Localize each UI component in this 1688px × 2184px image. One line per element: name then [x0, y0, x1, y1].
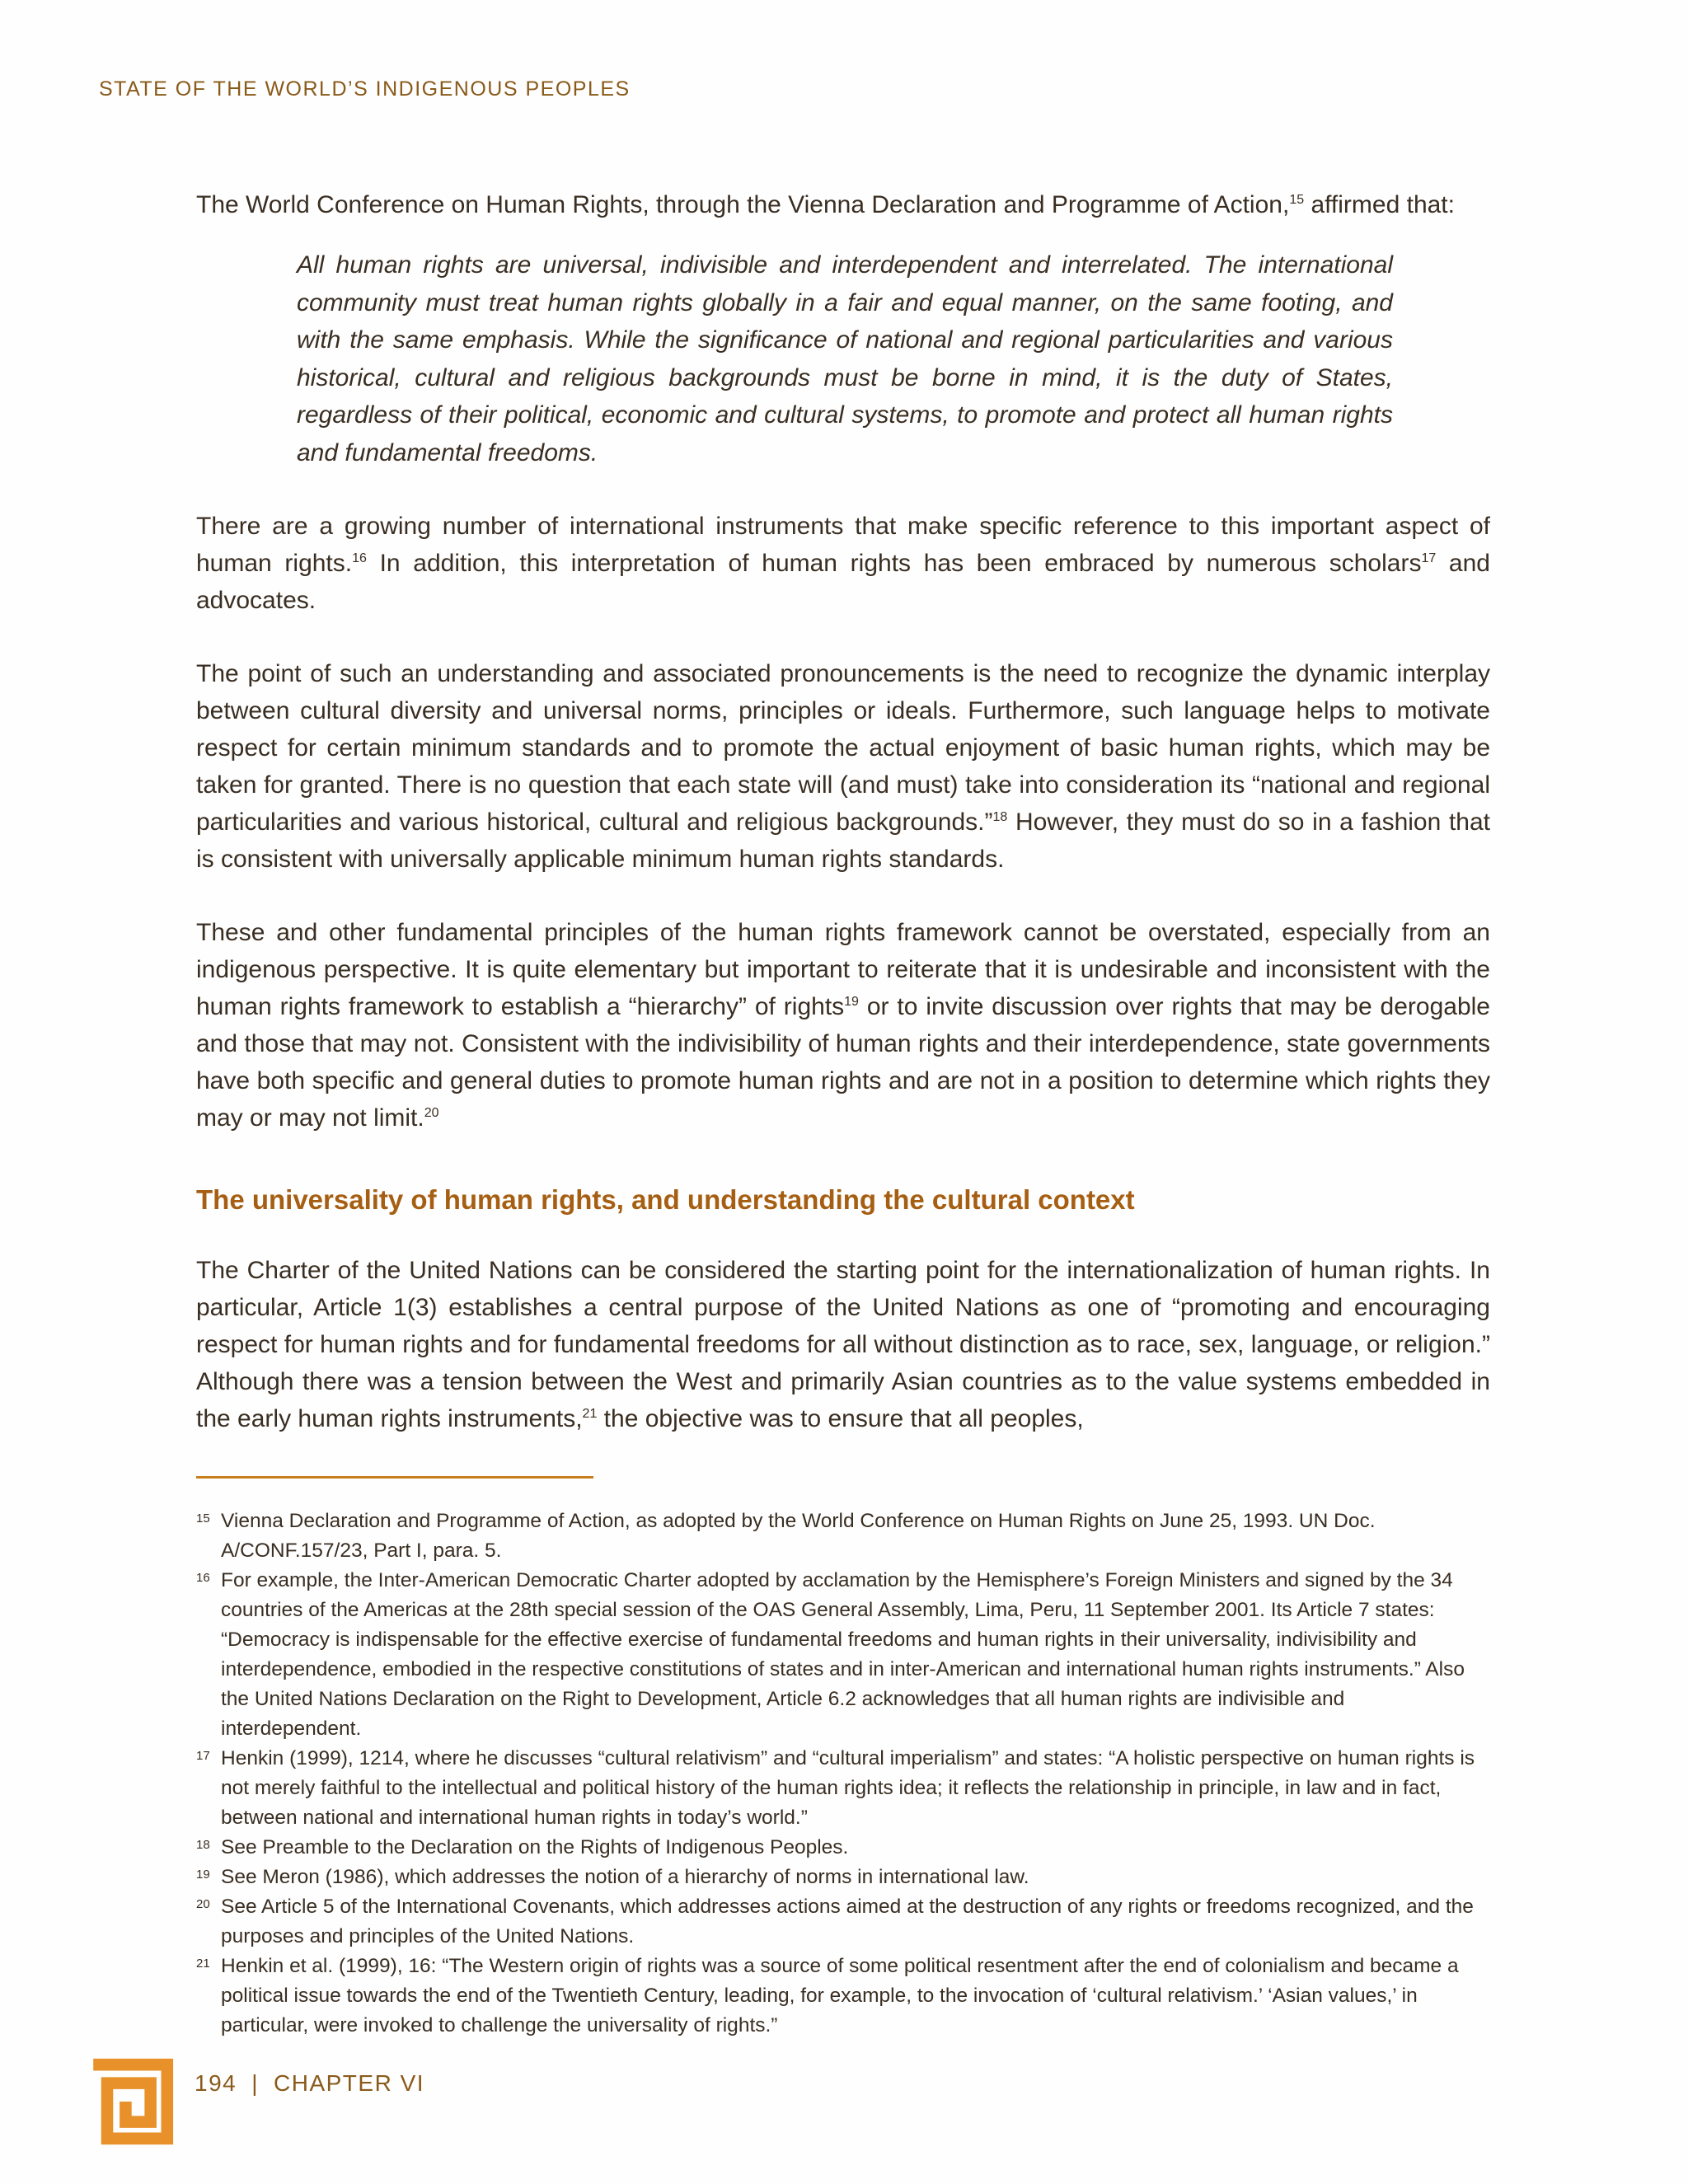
footnote-ref-17[interactable]: 17: [1421, 551, 1437, 565]
footnote-ref-21[interactable]: 21: [582, 1407, 598, 1421]
paragraph-2-text-b: However, they must do so in a fashion that is consistent with universally applicable minimum human rights standards.: [196, 808, 1490, 873]
footnote-number: 17: [196, 1749, 210, 1763]
footnote-20: [196, 1892, 1490, 1952]
paragraph-2-text-a: The point of such an understanding and associated pronouncements is the need to recognize the dynamic interplay between cultural diversity and universal norms, principles or ideals. Furthermore, such language helps to motivate respect for certain minimum standards and to promote the actual enjoyment of basic human rights, which may be taken for granted. There is no question that each state will (and must) take into consideration its “national and regional particularities and various historical, cultural and religious backgrounds.”: [196, 660, 1490, 836]
footer-separator: |: [251, 2070, 259, 2096]
paragraph-1-text-c: and advocates.: [196, 550, 1490, 614]
intro-paragraph: [196, 186, 1490, 223]
footnote-number: 21: [196, 1957, 210, 1971]
footnote-text: See Meron (1986), which addresses the notion of a hierarchy of norms in international law.: [221, 1866, 1029, 1888]
running-header: STATE OF THE WORLD’S INDIGENOUS PEOPLES: [99, 77, 631, 101]
footnote-18: [196, 1833, 1490, 1863]
chapter-label: CHAPTER VI: [274, 2070, 425, 2096]
paragraph-3: [196, 914, 1490, 1137]
intro-text: The World Conference on Human Rights, through the Vienna Declaration and Programme of Action,: [196, 191, 1290, 218]
section-heading: The universality of human rights, and understanding the cultural context: [196, 1184, 1135, 1215]
footnote-number: 16: [196, 1571, 210, 1585]
spiral-logo-icon: [84, 2055, 176, 2148]
footnote-19: [196, 1863, 1490, 1892]
footnotes: [196, 1507, 1490, 2041]
footnote-number: 19: [196, 1868, 210, 1882]
footnote-number: 20: [196, 1897, 210, 1911]
footnote-ref-18[interactable]: 18: [992, 810, 1008, 824]
footnote-text: Vienna Declaration and Programme of Action, as adopted by the World Conference on Human Rights on June 25, 1993. UN Doc. A/CONF.157/23, Part I, para. 5.: [221, 1510, 1376, 1562]
footnote-21: [196, 1952, 1490, 2041]
intro-tail: affirmed that:: [1304, 191, 1455, 218]
page-number: 194: [195, 2070, 237, 2096]
page-footer: [195, 2070, 424, 2097]
paragraph-4-text-a: The Charter of the United Nations can be considered the starting point for the internationalization of human rights. In particular, Article 1(3) establishes a central purpose of the United Nations as one of “promoting and encouraging respect for human rights and for fundamental freedoms for all without distinction as to race, sex, language, or religion.” Although there was a tension between the West and primarily Asian countries as to the value systems embedded in the early human rights instruments,: [196, 1257, 1490, 1432]
paragraph-2: [196, 655, 1490, 878]
paragraph-1: [196, 508, 1490, 619]
footnote-number: 18: [196, 1838, 210, 1852]
paragraph-3-text-a: These and other fundamental principles of the human rights framework cannot be overstated, especially from an indigenous perspective. It is quite elementary but important to reiterate that it is undesirable and inconsistent with the human rights framework to establish a “hierarchy” of rights: [196, 919, 1490, 1020]
footnote-ref-19[interactable]: 19: [844, 995, 859, 1009]
paragraph-1-text-a: There are a growing number of international instruments that make specific reference to this important aspect of human rights.: [196, 513, 1490, 577]
footnote-15: [196, 1507, 1490, 1566]
footnote-number: 15: [196, 1511, 210, 1526]
paragraph-1-text-b: In addition, this interpretation of human rights has been embraced by numerous scholars: [366, 550, 1422, 577]
footnote-text: Henkin (1999), 1214, where he discusses “cultural relativism” and “cultural imperialism” and states: “A holistic perspective on human rights is not merely faithful to the intellectual and political history of the human rights idea; it reflects the relationship in principle, in law and in fact, between national and international human rights in today’s world.”: [221, 1747, 1475, 1829]
footnote-text: See Preamble to the Declaration on the Rights of Indigenous Peoples.: [221, 1836, 849, 1858]
footnote-divider: [196, 1476, 593, 1479]
footnote-17: [196, 1744, 1490, 1833]
main-content: [196, 186, 1490, 1437]
footnote-text: See Article 5 of the International Covenants, which addresses actions aimed at the destruction of any rights or freedoms recognized, and the purposes and principles of the United Nations.: [221, 1896, 1474, 1947]
paragraph-3-text-b: or to invite discussion over rights that may be derogable and those that may not. Consistent with the indivisibility of human rights and their interdependence, state governments have both specific and general duties to promote human rights and are not in a position to determine which rights they may or may not limit.: [196, 993, 1490, 1132]
footnote-ref-16[interactable]: 16: [352, 551, 367, 565]
vienna-quote: All human rights are universal, indivisible and interdependent and interrelated. The international community must treat human rights globally in a fair and equal manner, on the same footing, and with the same emphasis. While the significance of national and regional particularities and various historical, cultural and religious backgrounds must be borne in mind, it is the duty of States, regardless of their political, economic and cultural systems, to promote and protect all human rights and fundamental freedoms.: [297, 251, 1393, 466]
footnote-ref-20[interactable]: 20: [424, 1106, 439, 1120]
paragraph-4: [196, 1252, 1490, 1437]
footnote-16: [196, 1566, 1490, 1744]
footnote-ref-15[interactable]: 15: [1289, 193, 1305, 207]
footnote-text: For example, the Inter-American Democratic Charter adopted by acclamation by the Hemisphere’s Foreign Ministers and signed by the 34 countries of the Americas at the 28th special session of the OAS General Assembly, Lima, Peru, 11 September 2001. Its Article 7 states: “Democracy is indispensable for the effective exercise of fundamental freedoms and human rights in their universality, indivisibility and interdependence, embodied in the respective constitutions of states and in inter-American and international human rights instruments.” Also the United Nations Declaration on the Right to Development, Article 6.2 acknowledges that all human rights are indivisible and interdependent.: [221, 1569, 1465, 1740]
paragraph-4-text-b: the objective was to ensure that all peoples,: [597, 1405, 1084, 1432]
footnote-text: Henkin et al. (1999), 16: “The Western origin of rights was a source of some political resentment after the end of colonialism and became a political issue towards the end of the Twentieth Century, leading, for example, to the invocation of ‘cultural relativism.’ ‘Asian values,’ in particular, were invoked to challenge the universality of rights.”: [221, 1955, 1459, 2036]
